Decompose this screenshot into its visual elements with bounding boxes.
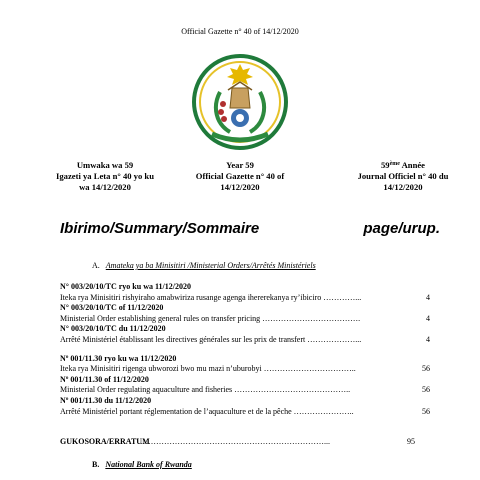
summary-title: Ibirimo/Summary/Sommaire xyxy=(60,220,260,237)
entry-text: N° 003/20/10/TC ryo ku wa 11/12/2020 xyxy=(60,282,191,291)
erratum-title: GUKOSORA/ERRATUM xyxy=(60,437,150,446)
erratum-entry xyxy=(60,436,415,447)
page-number: 56 xyxy=(422,385,430,395)
year-label: 59ème Année xyxy=(381,160,425,170)
gazette-header: Official Gazette n° 40 of 14/12/2020 xyxy=(181,27,299,36)
entry-text: Iteka rya Minisitiri rishyiraho amabwiriza rusange agenga ihererekanya ry’ibiciro …………... xyxy=(60,292,362,302)
gazette-number: Journal Officiel n° 40 du xyxy=(357,171,449,181)
gazette-number: Igazeti ya Leta n° 40 yo ku xyxy=(56,171,154,181)
section-letter: A. xyxy=(92,261,100,270)
page-number: 95 xyxy=(407,437,415,446)
entry-text: N° 003/20/10/TC du 11/12/2020 xyxy=(60,324,166,334)
entry-title xyxy=(60,364,430,375)
kinyarwanda-edition-info xyxy=(40,160,170,193)
entry-title xyxy=(60,314,430,325)
entry-text: Arrêté Ministériel portant réglementation de l’aquaculture et de la pêche ………………….. xyxy=(60,406,354,416)
entry-reference xyxy=(60,375,430,386)
page-column-label: page/urup. xyxy=(363,220,440,237)
page-number: 56 xyxy=(422,364,430,374)
entry-text: Nº 001/11.30 ryo ku wa 11/12/2020 xyxy=(60,353,177,363)
entry-text: Ministerial Order establishing general rules on transfer pricing ………………………………. xyxy=(60,313,361,323)
gazette-date: 14/12/2020 xyxy=(383,182,423,192)
entry-reference xyxy=(60,396,430,407)
english-edition-info xyxy=(175,160,305,193)
entry-text: Nº 001/11.30 du 11/12/2020 xyxy=(60,395,152,405)
entry-reference xyxy=(60,354,430,365)
page-number: 4 xyxy=(426,292,430,302)
entry-reference xyxy=(60,324,430,335)
gazette-number: Official Gazette n° 40 of xyxy=(195,171,285,181)
entry-title xyxy=(60,385,430,396)
section-b-heading xyxy=(92,460,192,469)
entry-text: N° 003/20/10/TC of 11/12/2020 xyxy=(60,303,164,313)
section-title: National Bank of Rwanda xyxy=(105,460,192,469)
gazette-date: 14/12/2020 xyxy=(220,182,260,192)
section-a-heading xyxy=(92,261,316,270)
table-of-contents xyxy=(60,282,430,417)
entry-title xyxy=(60,407,430,418)
entry-text: Nº 001/11.30 of 11/12/2020 xyxy=(60,374,149,384)
entry-text: Iteka rya Minisitiri rigenga ubworozi bwo mu mazi n’uburobyi …………………………….. xyxy=(60,364,356,374)
page-number: 4 xyxy=(426,313,430,323)
summary-heading xyxy=(60,220,440,240)
rwanda-coat-of-arms-icon xyxy=(190,52,290,152)
gazette-date: wa 14/12/2020 xyxy=(79,182,131,192)
entry-text: Arrêté Ministériel établissant les directives générales sur les prix de transfert ………………... xyxy=(60,334,362,344)
french-edition-info xyxy=(338,160,468,193)
entry-title xyxy=(60,335,430,346)
page-number: 56 xyxy=(422,406,430,416)
year-label: Year 59 xyxy=(226,160,254,170)
section-title: Amateka ya ba Minisitiri /Ministerial Orders/Arrêtés Ministériels xyxy=(105,261,316,270)
section-letter: B. xyxy=(92,460,100,469)
dot-leader: ……………………………………………………………... xyxy=(140,437,330,446)
entry-reference xyxy=(60,282,430,293)
entry-title xyxy=(60,293,430,304)
entry-text: Ministerial Order regulating aquaculture and fisheries …………………………………….. xyxy=(60,385,351,395)
entry-reference xyxy=(60,303,430,314)
year-label: Umwaka wa 59 xyxy=(76,160,134,170)
page-number: 4 xyxy=(426,334,430,344)
